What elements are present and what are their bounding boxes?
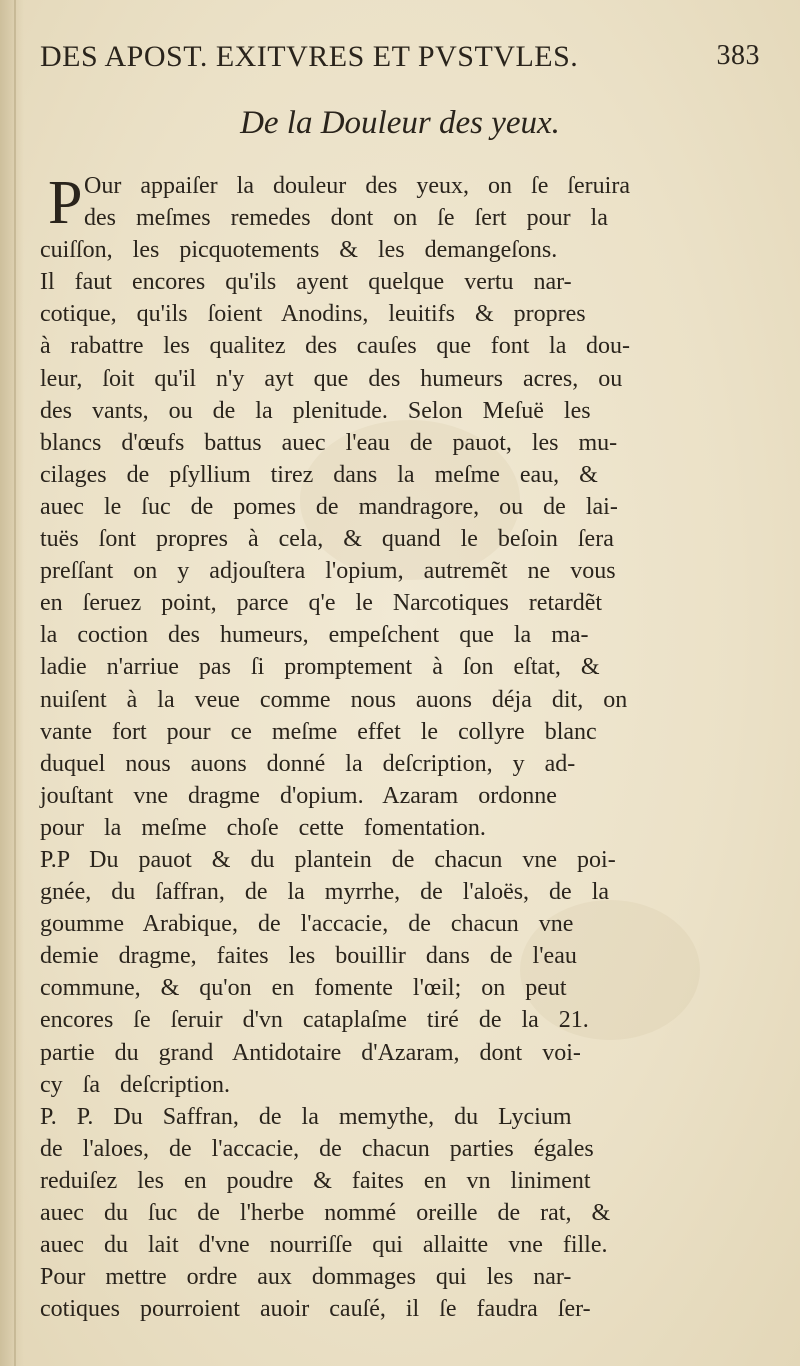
section-title: De la Douleur des yeux. (240, 105, 560, 141)
text-line: la coction des humeurs, empeſchent que la ma- (40, 622, 589, 649)
text-line: Il faut encores qu'ils ayent quelque vertu nar- (40, 269, 572, 296)
text-line: des vants, ou de la plenitude. Selon Meſuë les (40, 397, 591, 424)
text-line: blancs d'œufs battus auec l'eau de pauot, les mu- (40, 429, 618, 456)
text-line: en ſeruez point, parce q'e le Narcotiques retardẽt (40, 590, 603, 617)
text-line: cilages de pſyllium tirez dans la meſme eau, & (40, 461, 598, 488)
page-number: 383 (716, 40, 760, 71)
text-line: cotique, qu'ils ſoient Anodins, leuitifs & propres (40, 301, 586, 328)
text-line: partie du grand Antidotaire d'Azaram, dont voi- (40, 1039, 581, 1066)
text-line: de l'aloes, de l'accacie, de chacun parties égales (40, 1135, 594, 1162)
text-line: des meſmes remedes dont on ſe ſert pour la (84, 205, 608, 232)
text-line: demie dragme, faites les bouillir dans de l'eau (40, 943, 577, 970)
binding-fold (14, 0, 16, 1366)
text-line: jouſtant vne dragme d'opium. Azaram ordonne (40, 782, 557, 809)
text-line: reduiſez les en poudre & faites en vn liniment (40, 1167, 591, 1194)
text-line: Pour mettre ordre aux dommages qui les nar- (40, 1264, 572, 1291)
text-line: ladie n'arriue pas ſi promptement à ſon eſtat, & (40, 654, 600, 681)
text-line: auec du lait d'vne nourriſſe qui allaitte vne fille. (40, 1232, 608, 1259)
text-line: nuiſent à la veue comme nous auons déja dit, on (40, 686, 628, 713)
text-line: cotiques pourroient auoir cauſé, il ſe faudra ſer- (40, 1296, 591, 1323)
drop-cap: P (48, 169, 83, 237)
text-line: tuës ſont propres à cela, & quand le beſoin ſera (40, 526, 614, 553)
text-line: preſſant on y adjouſtera l'opium, autremẽt ne vous (40, 558, 616, 585)
text-line: encores ſe ſeruir d'vn cataplaſme tiré de la 21. (40, 1007, 589, 1034)
running-head-title: DES APOST. EXITVRES ET PVSTVLES. (40, 40, 579, 73)
text-line: leur, ſoit qu'il n'y ayt que des humeurs acres, ou (40, 365, 623, 392)
text-line: P. P. Du Saffran, de la memythe, du Lycium (40, 1103, 572, 1130)
page-gutter (0, 0, 24, 1366)
text-line: à rabattre les qualitez des cauſes que font la dou- (40, 333, 630, 360)
text-line: duquel nous auons donné la deſcription, y ad- (40, 750, 576, 777)
body-text (40, 170, 630, 1325)
text-line: cuiſſon, les picquotements & les demangeſons. (40, 237, 558, 264)
text-line: Our appaiſer la douleur des yeux, on ſe ſeruira (84, 173, 630, 199)
text-line: goumme Arabique, de l'accacie, de chacun vne (40, 911, 574, 938)
text-line: gnée, du ſaffran, de la myrrhe, de l'aloës, de la (40, 879, 610, 906)
text-line: commune, & qu'on en fomente l'œil; on peut (40, 975, 567, 1002)
text-line: cy ſa deſcription. (40, 1071, 230, 1098)
text-line: pour la meſme choſe cette fomentation. (40, 814, 486, 841)
text-line: P.P Du pauot & du plantein de chacun vne poi- (40, 846, 616, 873)
text-line: auec le ſuc de pomes de mandragore, ou de lai- (40, 493, 618, 520)
text-line: vante fort pour ce meſme effet le collyre blanc (40, 718, 597, 745)
text-line: auec du ſuc de l'herbe nommé oreille de rat, & (40, 1200, 611, 1226)
running-head (40, 40, 760, 80)
